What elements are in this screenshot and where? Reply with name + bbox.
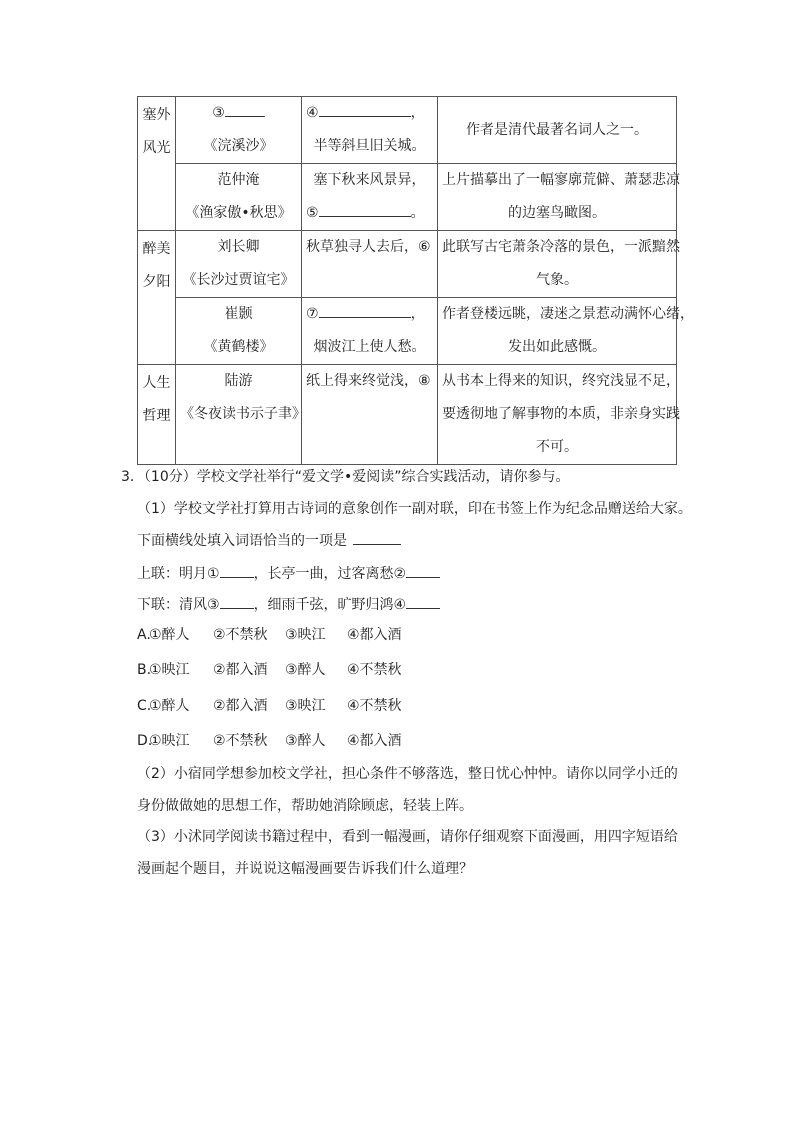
poem-title: 《浣溪沙》 [203, 138, 274, 154]
note-text: 要透彻地了解事物的本质，非亲身实践 [442, 406, 680, 422]
author-cell [176, 231, 302, 298]
table-row [138, 231, 677, 298]
author-cell [176, 298, 302, 365]
category-text: 醉美 [142, 241, 171, 257]
verse-text: 塞下秋来风景异， [313, 172, 426, 188]
verse-cell [302, 231, 438, 298]
answer-blank[interactable] [220, 594, 254, 609]
author-name: 范仲淹 [217, 172, 260, 188]
blank-number: ③ [212, 105, 225, 121]
verse-cell [302, 365, 438, 465]
category-cell [138, 97, 176, 231]
author-name: 刘长卿 [217, 239, 260, 255]
note-text: 发出如此感慨。 [508, 339, 606, 355]
option-b[interactable]: B.①映江 ②都入酒 ③醉人 ④不禁秋 [137, 662, 402, 678]
subquestion-3-text: 漫画起个题目，并说说这幅漫画要告诉我们什么道理？ [137, 861, 473, 877]
note-text: 作者登楼远眺，凄迷之景惹动满怀心绪， [442, 306, 694, 322]
answer-blank[interactable] [319, 302, 411, 318]
answer-blank[interactable] [406, 563, 440, 578]
answer-blank[interactable] [220, 563, 254, 578]
note-text: 作者是清代最著名词人之一。 [466, 121, 648, 138]
verse-cell [302, 164, 438, 231]
note-cell [438, 298, 694, 365]
answer-blank[interactable] [319, 201, 411, 217]
table-row [138, 365, 677, 465]
couplet-upper: 上联：明月① ，长亭一曲，过客离愁② [137, 563, 697, 584]
subquestion-1-prompt: 下面横线处填入词语恰当的一项是 [137, 530, 697, 551]
category-text: 哲理 [142, 408, 171, 424]
answer-blank[interactable] [225, 101, 265, 117]
couplet-lower: 下联：清风③ ，细雨千弦，旷野归鸿④ [137, 594, 697, 615]
poem-title: 《冬夜读书示子聿》 [180, 406, 306, 422]
note-text: 气象。 [536, 272, 578, 288]
verse-text: 。 [410, 205, 425, 221]
answer-blank[interactable] [353, 530, 401, 545]
option-d[interactable]: D.①映江 ②不禁秋 ③醉人 ④都入酒 [137, 733, 402, 749]
blank-number: ⑤ [306, 205, 319, 221]
author-name: 崔颢 [224, 306, 253, 322]
subquestion-3-text: （3）小沭同学阅读书籍过程中，看到一幅漫画，请你仔细观察下面漫画，用四字短语给 [137, 829, 678, 845]
category-cell [138, 365, 176, 465]
note-cell [438, 97, 677, 164]
answer-blank[interactable] [406, 594, 440, 609]
category-text: 夕阳 [142, 274, 171, 290]
verse-cell [302, 97, 438, 164]
option-c[interactable]: C.①醉人 ②都入酒 ③映江 ④不禁秋 [137, 698, 402, 714]
note-cell [438, 231, 680, 298]
author-cell [176, 97, 302, 164]
table-row [138, 97, 677, 164]
note-cell [438, 365, 680, 465]
verse-text: 纸上得来终觉浅，⑧ [306, 373, 431, 389]
author-cell [176, 164, 302, 231]
category-text: 塞外 [142, 107, 171, 123]
note-cell [438, 164, 680, 231]
note-text: 上片描摹出了一幅寥廓荒僻、萧瑟悲凉 [442, 172, 680, 188]
category-text: 人生 [142, 375, 171, 391]
answer-blank[interactable] [319, 101, 411, 117]
author-name: 陆游 [224, 373, 253, 389]
subquestion-2-text: 身份做做她的思想工作，帮助她消除顾虑，轻装上阵。 [137, 798, 473, 814]
verse-text: ， [410, 105, 425, 121]
category-text: 风光 [142, 140, 171, 156]
poem-title: 《渔家傲•秋思》 [185, 205, 292, 221]
poem-table [137, 96, 694, 465]
note-text: 从书本上得来的知识，终究浅显不足， [442, 373, 680, 389]
verse-text: ， [410, 306, 425, 322]
verse-text: 半等斜旦旧关城。 [313, 138, 426, 154]
blank-number: ④ [306, 105, 319, 121]
table-row [138, 164, 677, 231]
option-a[interactable]: A.①醉人 ②不禁秋 ③映江 ④都入酒 [137, 627, 402, 643]
poem-title: 《长沙过贾谊宅》 [182, 272, 295, 288]
note-text: 此联写古宅萧条冷落的景色，一派黯然 [442, 239, 680, 255]
verse-text: 秋草独寻人去后，⑥ [306, 239, 431, 255]
category-cell [138, 231, 176, 365]
author-cell [176, 365, 306, 465]
poem-title: 《黄鹤楼》 [203, 339, 274, 355]
subquestion-2-text: （2）小宿同学想参加校文学社，担心条件不够落选，整日忧心忡忡。请你以同学小迁的 [137, 766, 678, 782]
table-row [138, 298, 677, 365]
verse-text: 烟波江上使人愁。 [313, 339, 426, 355]
question-3-header: 3．（10分）学校文学社举行“爱文学•爱阅读”综合实践活动，请你参与。 [121, 469, 570, 485]
subquestion-1-text: （1）学校文学社打算用古诗词的意象创作一副对联，印在书签上作为纪念品赠送给大家。 [137, 501, 692, 517]
note-text: 的边塞鸟瞰图。 [508, 205, 606, 221]
verse-cell [302, 298, 438, 365]
blank-number: ⑦ [306, 306, 319, 322]
note-text: 不可。 [536, 439, 578, 455]
